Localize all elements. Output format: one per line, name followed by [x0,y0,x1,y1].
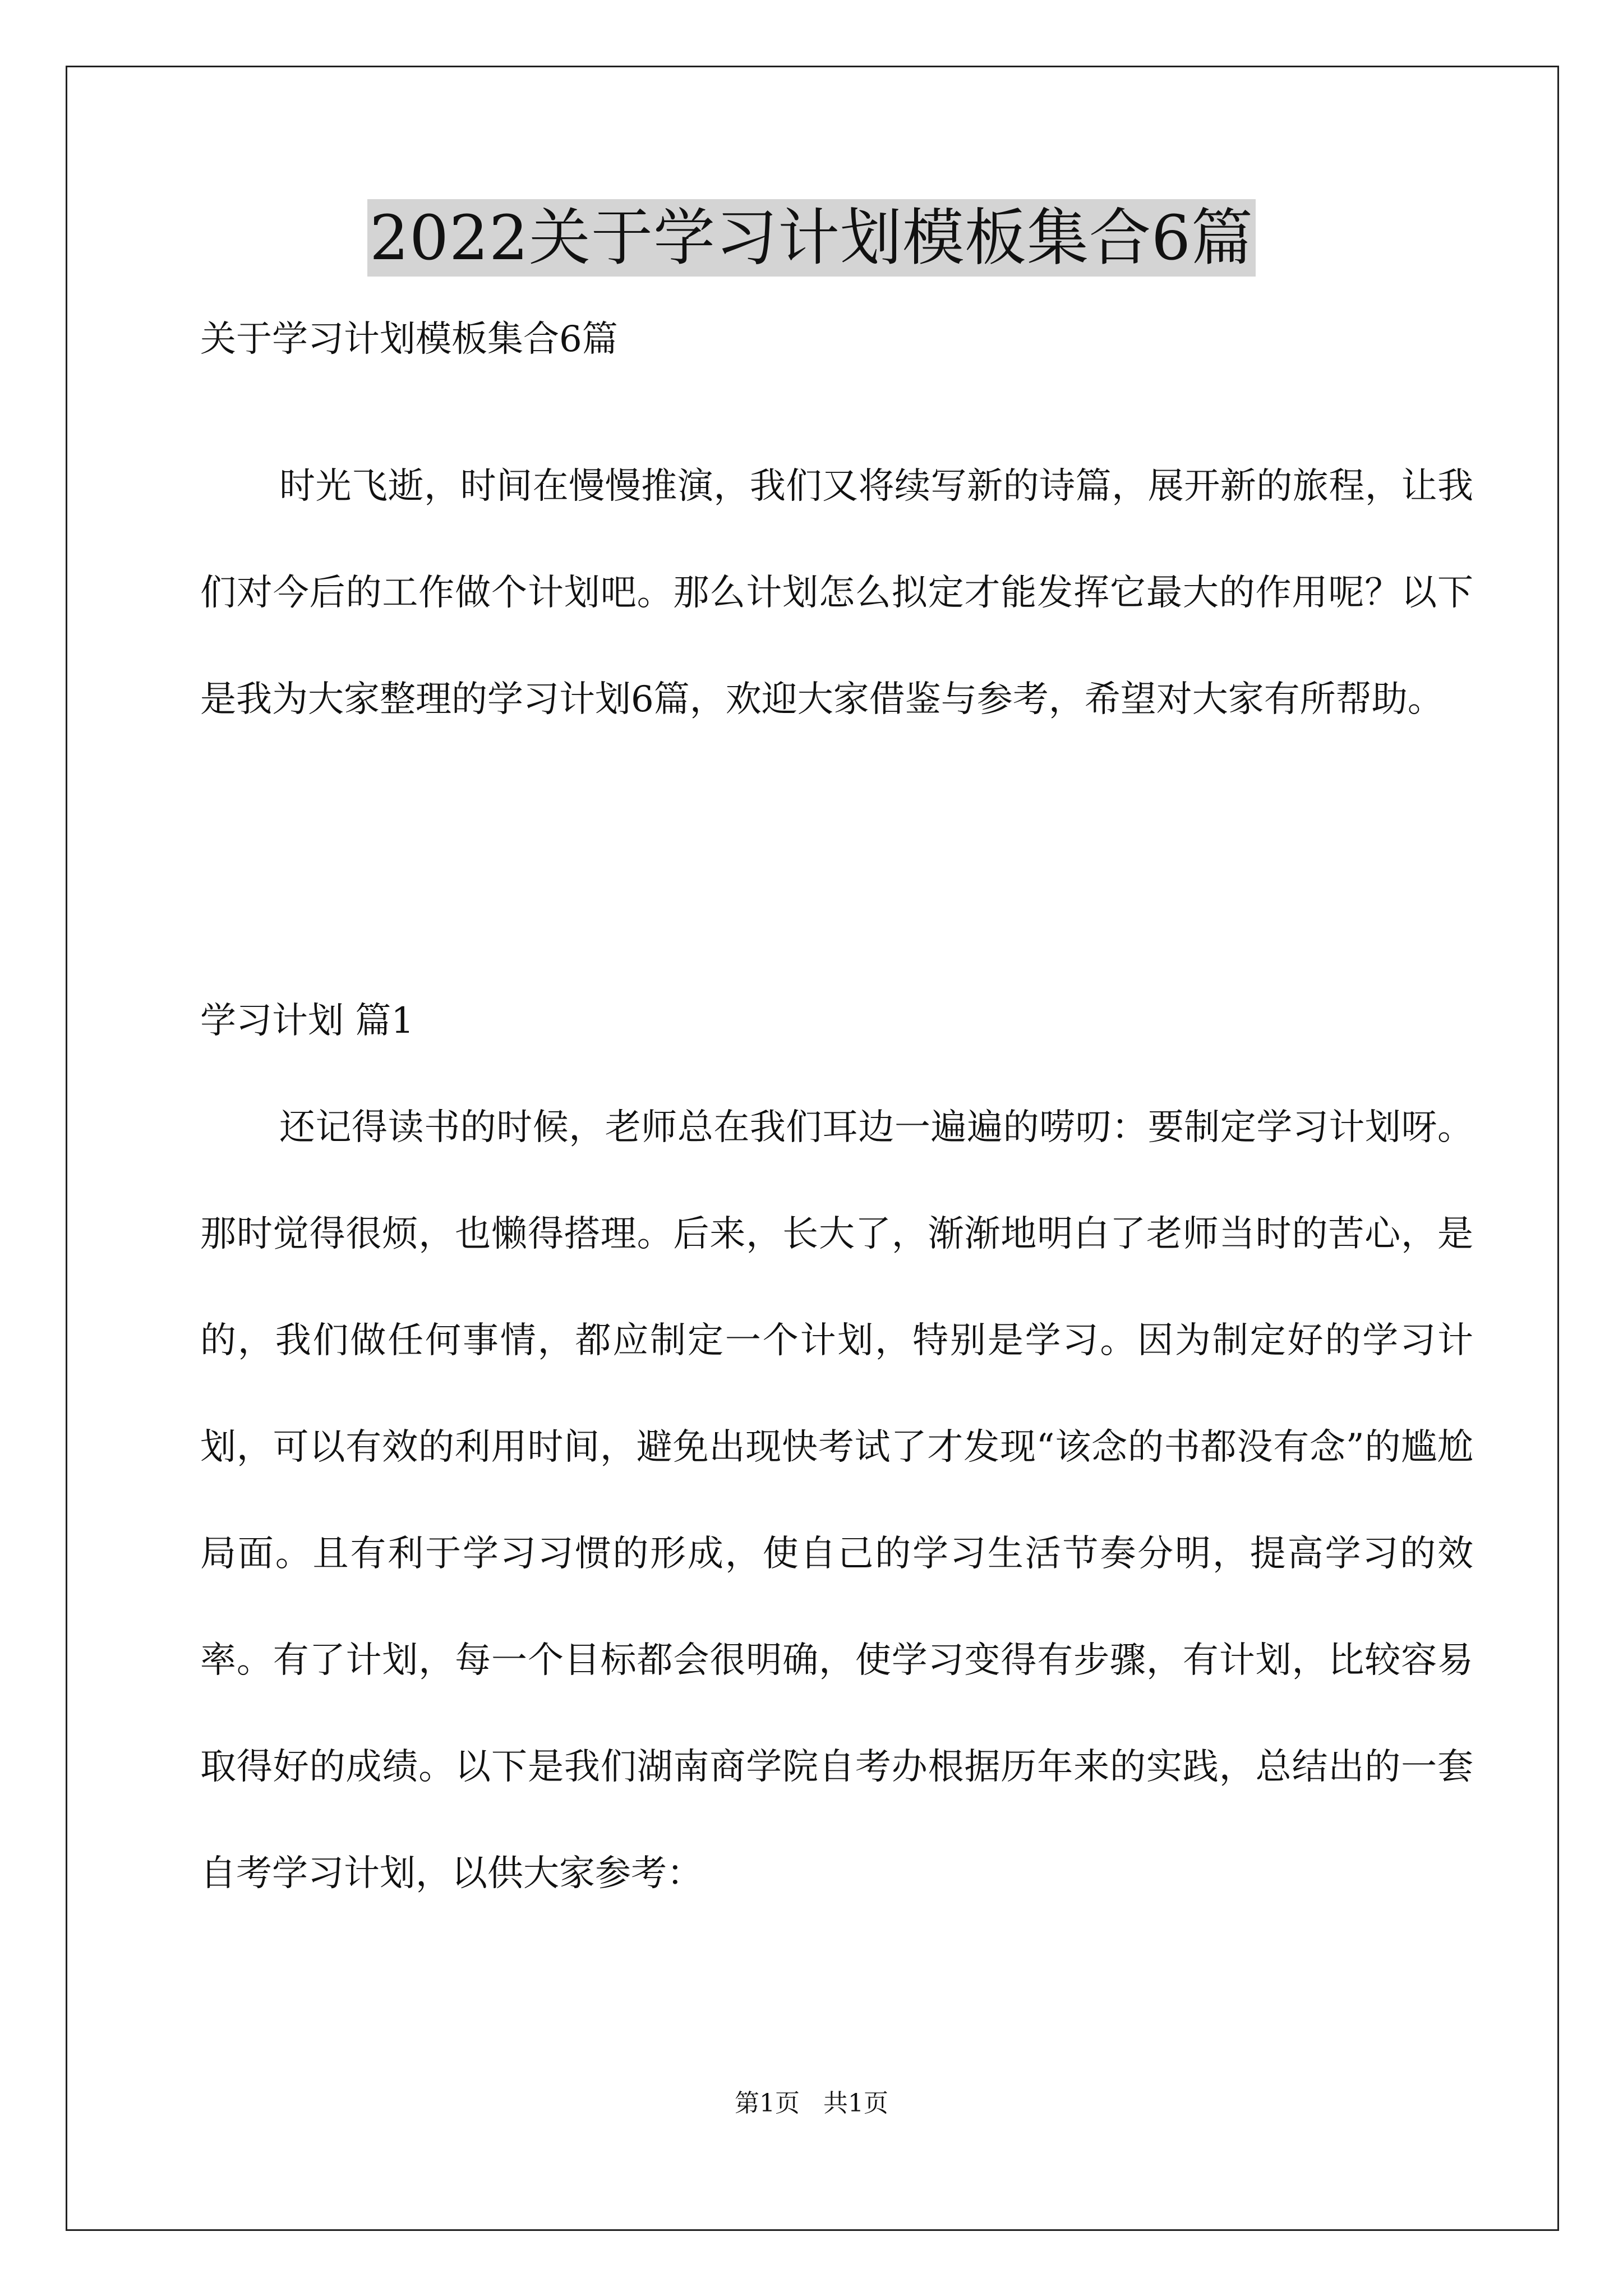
title-container [0,199,1623,277]
section-heading: 学习计划 篇1 [200,1000,414,1042]
page-footer: 第1页 共1页 [735,2089,888,2118]
intro-paragraph: 时光飞逝，时间在慢慢推演，我们又将续写新的诗篇，展开新的旅程，让我们对今后的工作做个计划吧。那么计划怎么拟定才能发挥它最大的作用呢？以下是我为大家整理的学习计划6篇，欢迎大家借鉴与参考，希望对大家有所帮助。 [200,466,1473,720]
document-subtitle: 关于学习计划模板集合6篇 [200,319,618,360]
section-paragraph: 还记得读书的时候，老师总在我们耳边一遍遍的唠叨：要制定学习计划呀。那时觉得很烦，也懒得搭理。后来，长大了，渐渐地明白了老师当时的苦心，是的，我们做任何事情，都应制定一个计划，特别是学习。因为制定好的学习计划，可以有效的利用时间，避免出现快考试了才发现“该念的书都没有念”的尴尬局面。且有利于学习习惯的形成，使自己的学习生活节奏分明，提高学习的效率。有了计划，每一个目标都会很明确，使学习变得有步骤，有计划，比较容易取得好的成绩。以下是我们湖南商学院自考办根据历年来的实践，总结出的一套自考学习计划，以供大家参考： [200,1107,1473,1894]
document-title: 2022关于学习计划模板集合6篇 [367,199,1256,277]
